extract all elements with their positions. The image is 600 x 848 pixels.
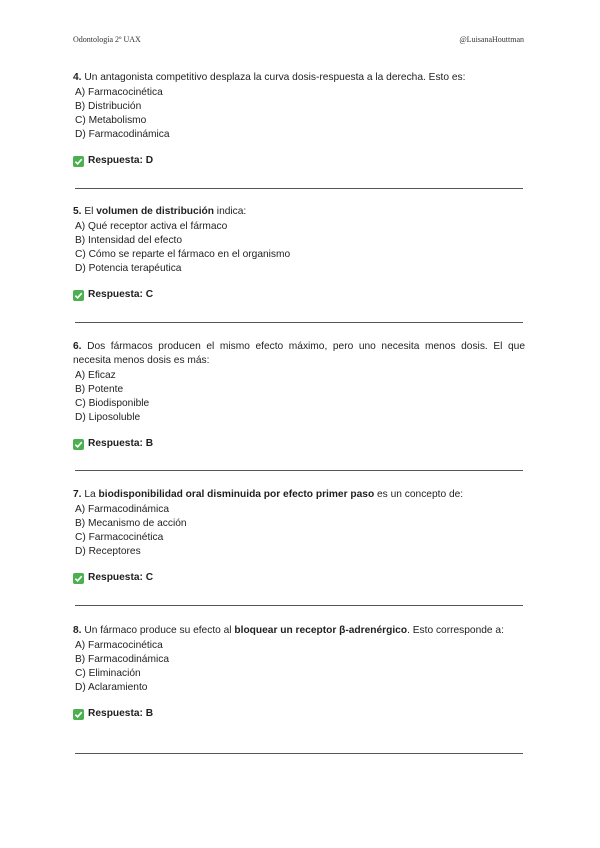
question-number: 5. [73,206,82,217]
divider [75,753,523,754]
divider [75,470,523,471]
option-b: B) Farmacodinámica [75,654,169,665]
stem-emphasis: bloquear un receptor β-adrenérgico [234,625,408,636]
option-c: C) Eliminación [75,668,141,679]
divider [75,322,523,323]
stem-text: Un fármaco produce su efecto al [84,625,235,636]
option-d: D) Receptores [75,546,141,557]
question-number: 8. [73,625,82,636]
answer-line [73,707,525,721]
option-b: B) Distribución [75,101,142,112]
stem-text-end: es un concepto de: [374,489,464,500]
option-d: D) Aclaramiento [75,682,148,693]
check-mark-icon [73,290,84,301]
header-author: @LuisanaHouttman [459,35,524,44]
option-c: C) Biodisponible [75,398,150,409]
check-mark-icon [73,156,84,167]
option-c: C) Metabolismo [75,115,147,126]
question-6 [73,340,525,451]
option-b: B) Potente [75,384,124,395]
question-7 [73,488,525,585]
stem-text: Dos fármacos producen el mismo efecto máximo, pero uno necesita menos dosis. El que necesita menos dosis es más: [73,341,525,366]
stem-text: El [84,206,97,217]
answer-text: Respuesta: D [88,155,154,166]
question-stem [73,488,525,502]
question-number: 4. [73,72,82,83]
stem-text-end: indica: [213,206,247,217]
option-a: A) Farmacocinética [75,87,163,98]
answer-line [73,288,525,302]
option-d: D) Liposoluble [75,412,141,423]
question-number: 7. [73,489,82,500]
option-a: A) Eficaz [75,370,116,381]
check-mark-icon [73,709,84,720]
option-b: B) Mecanismo de acción [75,518,187,529]
option-a: A) Qué receptor activa el fármaco [75,221,228,232]
stem-emphasis: volumen de distribución [96,206,214,217]
answer-line [73,571,525,585]
answer-text: Respuesta: B [88,438,154,449]
question-4 [73,71,525,168]
option-c: C) Farmacocinética [75,532,164,543]
divider [75,188,523,189]
stem-text: Un antagonista competitivo desplaza la curva dosis-respuesta a la derecha. Esto es: [84,72,466,83]
question-stem [73,624,525,638]
option-a: A) Farmacocinética [75,640,163,651]
option-a: A) Farmacodinámica [75,504,169,515]
answer-text: Respuesta: C [88,572,154,583]
question-stem [73,205,525,219]
option-d: D) Potencia terapéutica [75,263,182,274]
question-stem [73,340,525,368]
stem-text-end: . Esto corresponde a: [407,625,504,636]
divider [75,605,523,606]
answer-line [73,437,525,451]
option-b: B) Intensidad del efecto [75,235,183,246]
question-5 [73,205,525,302]
question-8 [73,624,525,721]
header-course: Odontología 2º UAX [73,35,141,44]
stem-emphasis: biodisponibilidad oral disminuida por efecto primer paso [98,489,375,500]
answer-line [73,154,525,168]
answer-text: Respuesta: C [88,289,154,300]
check-mark-icon [73,573,84,584]
question-stem [73,71,525,85]
question-number: 6. [73,341,82,352]
option-d: D) Farmacodinámica [75,129,170,140]
option-c: C) Cómo se reparte el fármaco en el organismo [75,249,291,260]
answer-text: Respuesta: B [88,708,154,719]
check-mark-icon [73,439,84,450]
stem-text: La [84,489,99,500]
